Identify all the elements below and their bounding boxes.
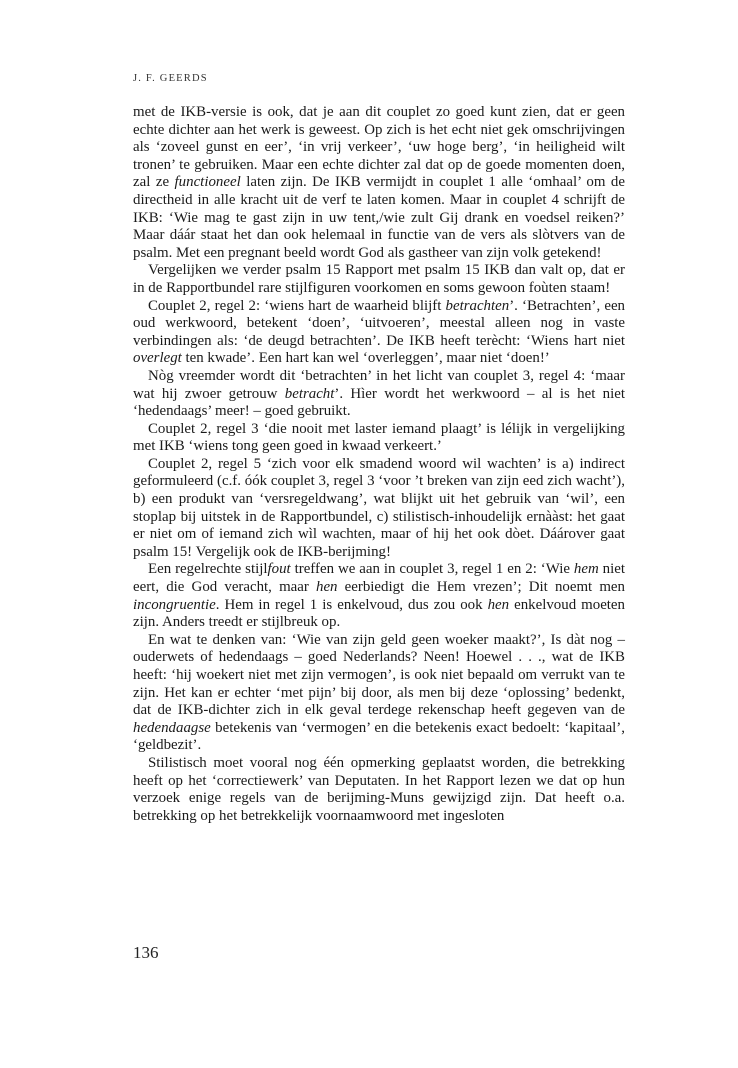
text-run: Couplet 2, regel 2: ‘wiens hart de waarheid blijft [148, 297, 446, 314]
text-run: enkelvoud moeten zijn. Anders treedt er stijlbreuk op. [133, 596, 625, 631]
text-run: ’. ‘Betrachten’, een oud werkwoord, betekent ‘doen’, ‘uitvoeren’, meestal alleen nog in vaste verbindingen als: ‘de deugd betrachten’. De IKB heeft terècht: ‘Wiens hart niet [133, 297, 625, 349]
page-number: 136 [133, 943, 159, 962]
text-run: niet eert, die God veracht, maar [133, 561, 625, 596]
text-run: treffen we aan in couplet 3, regel 1 en 2: ‘Wie [290, 561, 574, 578]
text-run: . Hem in regel 1 is enkelvoud, dus zou ook [215, 596, 488, 613]
text-run: Couplet 2, regel 5 ‘zich voor elk smadend woord wil wachten’ is a) indirect geformuleerd (c.f. óók couplet 3, regel 3 ‘voor ’t breken van zijn eed zich wacht’), b) een produkt van ‘versregeldwang’, wat blijkt uit het gebruik van ‘wil’, een stoplap bij uitstek in de Rapportbundel, c) stilistisch-inhoudelijk ernààst: het gaat er niet om of iemand zich wìl wachten, maar of hij het ook dòet. Dáárover gaat psalm 15! Vergelijk ook de IKB-berijming! [133, 455, 625, 560]
text-run: ’. Hìer wordt het werkwoord – al is het niet ‘hedendaags’ meer! – goed gebruikt. [133, 385, 625, 420]
text-run: met de IKB-versie is ook, dat je aan dit couplet zo goed kunt zien, dat er geen echte dichter aan het werk is geweest. Op zich is het echt niet gek omschrijvingen als ‘zoveel gunst en eer’, ‘in vrij verkeer’, ‘uw hoge berg’, ‘in heiligheid wilt tronen’ te gebruiken. Maar een echte dichter zal dat op de goede momenten doen, zal ze [133, 104, 625, 191]
text-run: Een regelrechte stijl [148, 561, 268, 578]
paragraph [133, 104, 625, 262]
paragraph [133, 561, 625, 631]
paragraph [133, 755, 625, 825]
text-run: eerbiedigt die Hem vrezen’; Dit noemt men [337, 579, 625, 596]
running-head: J. F. GEERDS [133, 73, 208, 84]
italic-text: hen [316, 579, 338, 596]
italic-text: betrachten [445, 297, 510, 314]
text-run: laten zijn. De IKB vermijdt in couplet 1 alle ‘omhaal’ om de directheid in alle kracht uit de verf te laten komen. Maar in couplet 4 schrijft de IKB: ‘Wie mag te gast zijn in uw tent,/wie zult Gij drank en voedsel reiken?’ Maar dáár staat het dan ook helemaal in functie van de vers als slòtvers van de psalm. Met een pregnant beeld wordt God als gastheer van zijn volk getekend! [133, 174, 625, 261]
italic-text: hedendaagse [133, 719, 211, 736]
italic-text: fout [267, 561, 291, 578]
body-text [133, 104, 625, 825]
text-run: betekenis van ‘vermogen’ en die betekenis exact bedoelt: ‘kapitaal’, ‘geldbezit’. [133, 719, 625, 754]
paragraph [133, 298, 625, 368]
italic-text: incongruentie [133, 596, 216, 613]
paragraph [133, 456, 625, 562]
text-run: Stilistisch moet vooral nog één opmerking geplaatst worden, die betrekking heeft op het ‘correctiewerk’ van Deputaten. In het Rapport lezen we dat op hun verzoek enige regels van de berijming-Muns gewijzigd zijn. Dat heeft o.a. betrekking op het betrekkelijk voornaamwoord met ingesloten [133, 754, 625, 824]
paragraph [133, 368, 625, 421]
paragraph [133, 262, 625, 297]
text-run: ten kwade’. Een hart kan wel ‘overleggen’, maar niet ‘doen!’ [181, 350, 550, 367]
paragraph [133, 632, 625, 755]
italic-text: hem [573, 561, 599, 578]
italic-text: hen [487, 596, 510, 613]
paragraph [133, 421, 625, 456]
italic-text: overlegt [133, 350, 182, 367]
italic-text: functioneel [174, 174, 241, 191]
text-run: En wat te denken van: ‘Wie van zijn geld geen woeker maakt?’, Is dàt nog – ouderwets of hedendaags – goed Nederlands? Neen! Hoewel . . ., wat de IKB heeft: ‘hij woekert niet met zijn vermogen’, is ook niet bepaald om verrukt van te zijn. Het kan er echter ‘met pijn’ bij door, als men bij deze ‘oplossing’ bedenkt, dat de IKB-dichter zich in elk geval terdege rekenschap heeft gegeven van de [133, 631, 625, 719]
text-run: Vergelijken we verder psalm 15 Rapport met psalm 15 IKB dan valt op, dat er in de Rapportbundel rare stijlfiguren voorkomen en soms gewoon foùten staam! [133, 262, 625, 296]
text-run: Couplet 2, regel 3 ‘die nooit met laster iemand plaagt’ is lélijk in vergelijking met IKB ‘wiens tong geen goed in kwaad verkeert.’ [133, 420, 625, 455]
italic-text: betracht [284, 385, 335, 402]
text-run: Nòg vreemder wordt dit ‘betrachten’ in het licht van couplet 3, regel 4: ‘maar wat hij zwoer getrouw [133, 367, 625, 402]
